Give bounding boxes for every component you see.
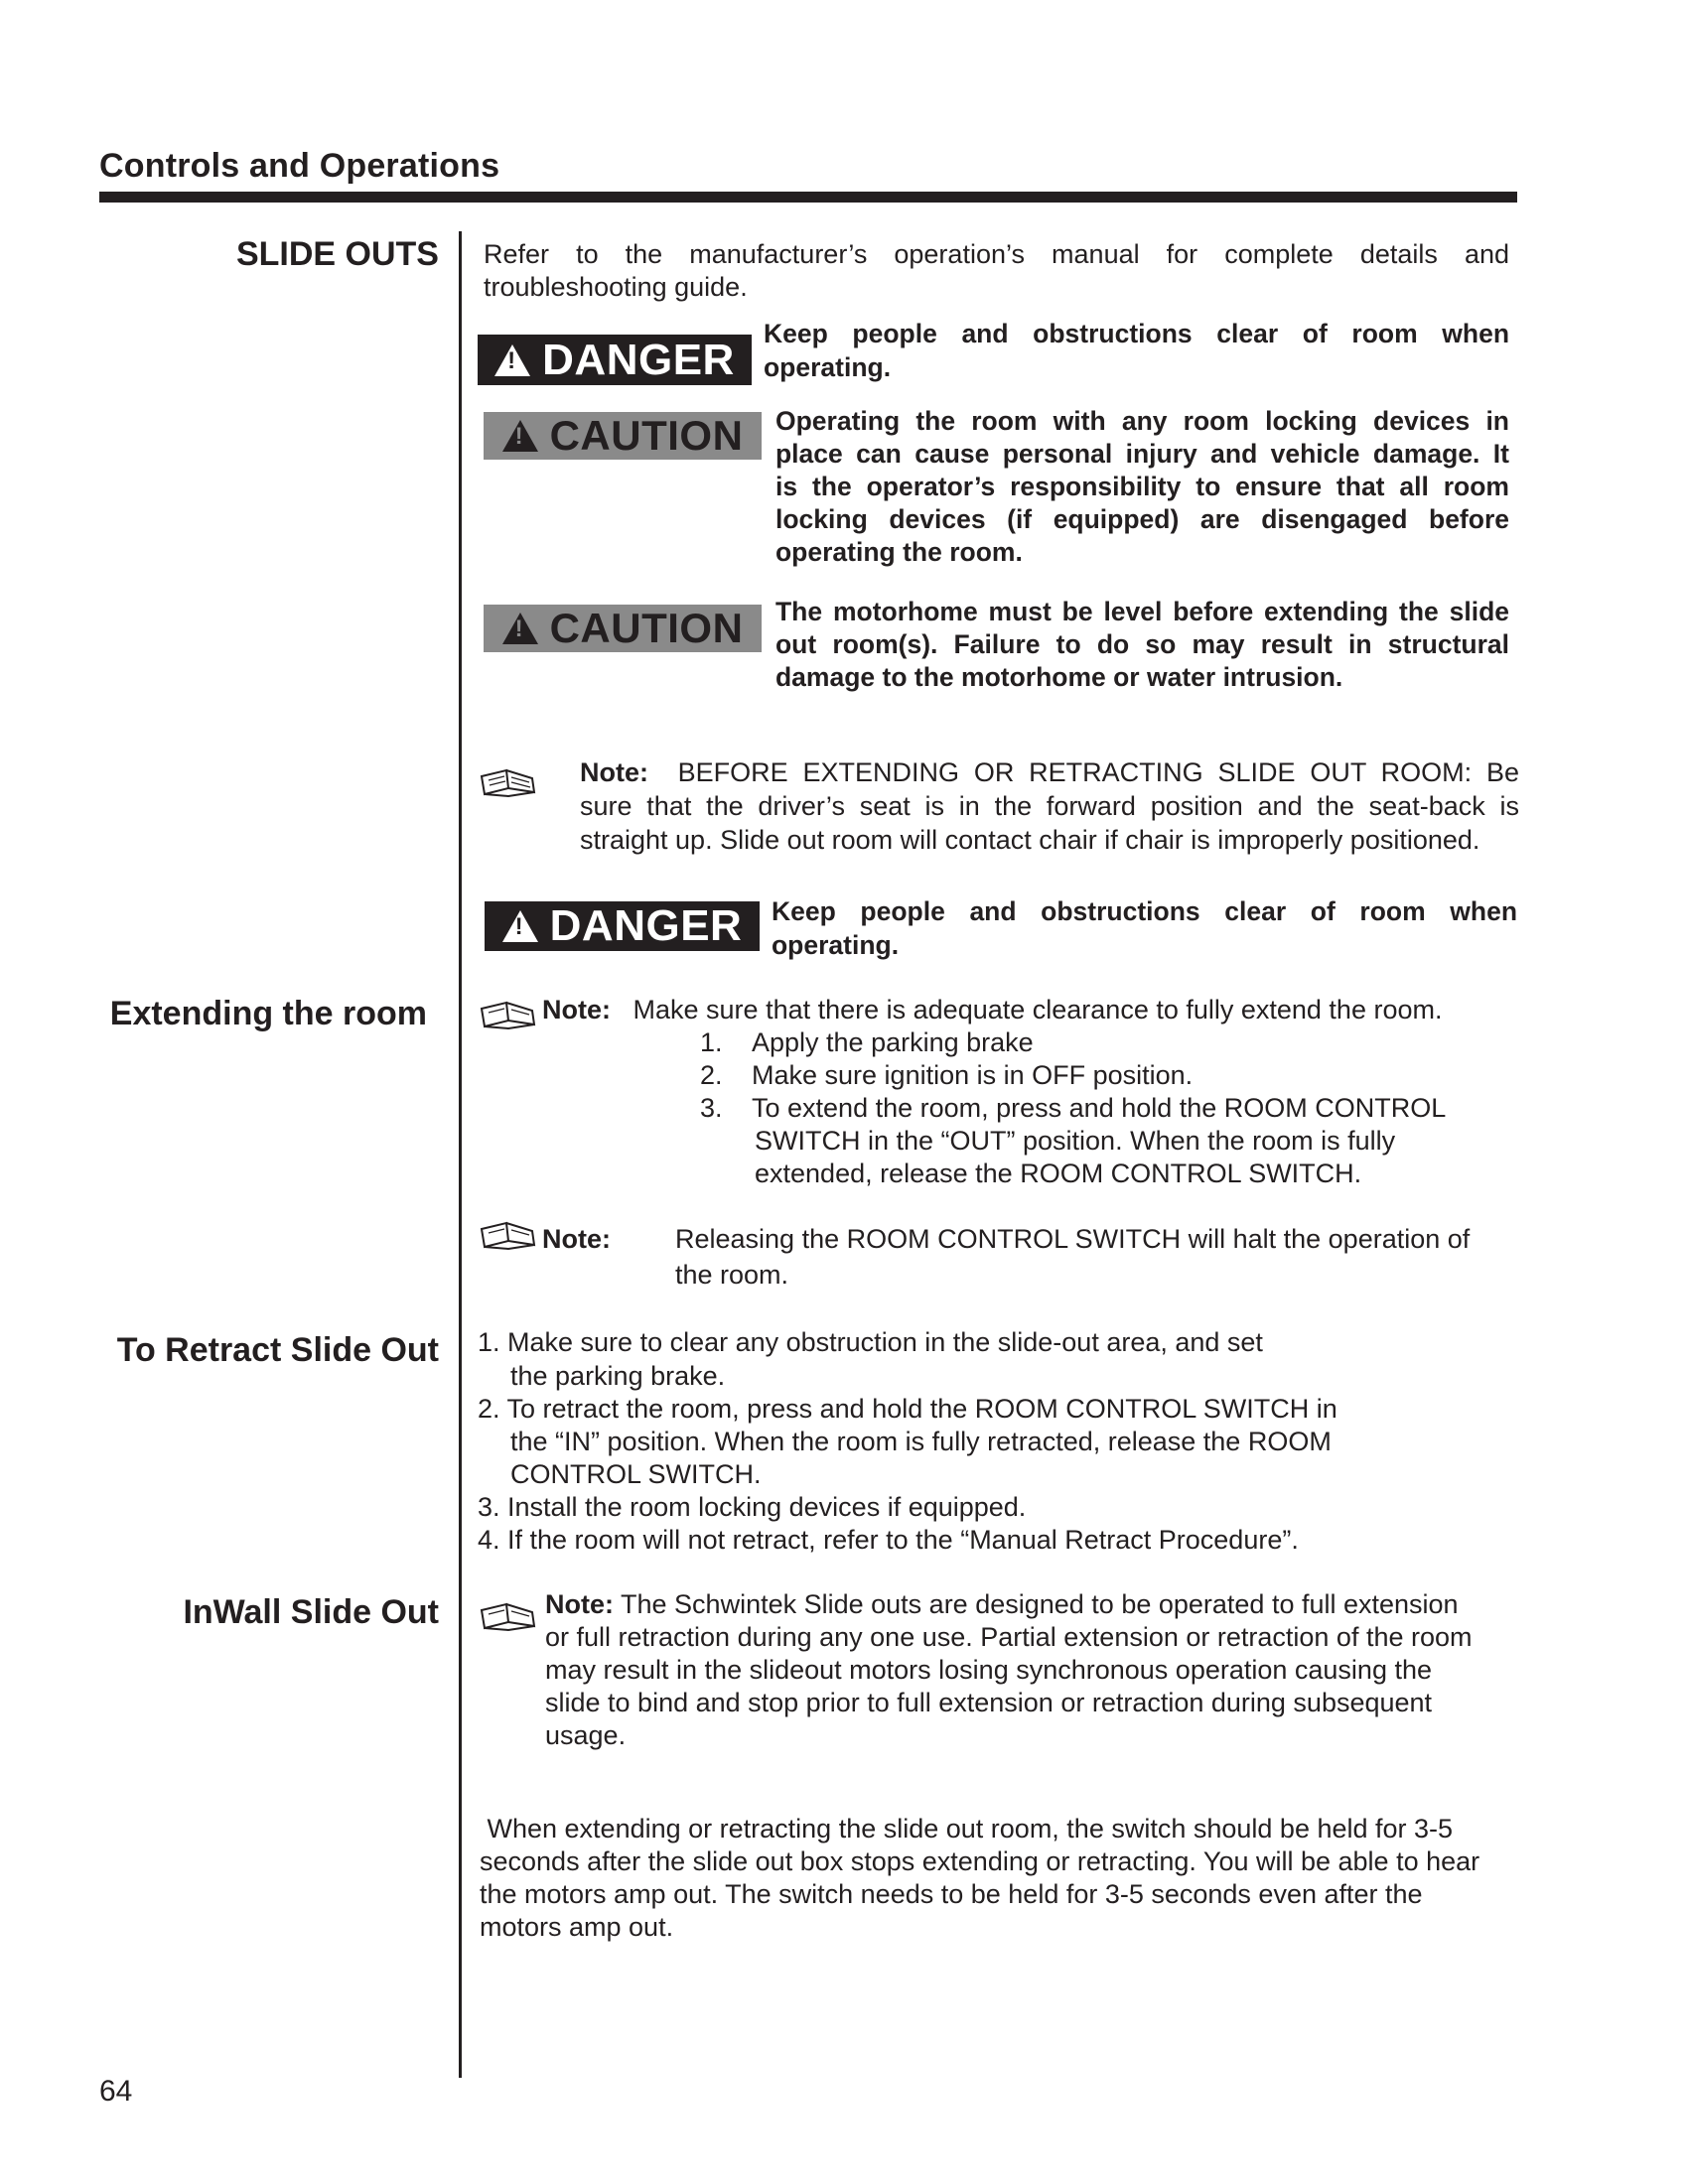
extending-note-text: Make sure that there is adequate clearance to fully extend the room. xyxy=(633,995,1443,1024)
note-1-line-3: straight up. Slide out room will contact chair if chair is improperly positioned. xyxy=(580,825,1480,855)
danger-1-line-2: operating. xyxy=(764,352,892,382)
column-divider xyxy=(459,231,462,2078)
caution-label-text: CAUTION xyxy=(549,605,744,651)
warning-triangle-icon xyxy=(502,420,538,452)
note-1-text: BEFORE EXTENDING OR RETRACTING SLIDE OUT ROOM: Be xyxy=(677,757,1519,787)
extending-note-2-line-1: Releasing the ROOM CONTROL SWITCH will halt the operation of xyxy=(675,1224,1471,1254)
retract-line-5: CONTROL SWITCH. xyxy=(510,1459,762,1489)
note-label: Note: xyxy=(542,995,611,1024)
caution-label-2 xyxy=(484,605,762,652)
retract-line-4: the “IN” position. When the room is fully retracted, release the ROOM xyxy=(510,1427,1332,1456)
caution-2-line-1: The motorhome must be level before extending the slide xyxy=(775,597,1509,626)
open-book-icon xyxy=(479,1219,538,1251)
step-number: 2. xyxy=(700,1060,723,1090)
section-heading-extending: Extending the room xyxy=(109,995,427,1032)
extending-step-3-cont-2: extended, release the ROOM CONTROL SWITCH. xyxy=(755,1159,1362,1188)
extending-step-1 xyxy=(700,1026,1034,1060)
intro-line-1: Refer to the manufacturer’s operation’s manual for complete details and xyxy=(484,239,1509,269)
caution-1-line-3: is the operator’s responsibility to ensure that all room xyxy=(775,472,1509,501)
caution-1-line-2: place can cause personal injury and vehicle damage. It xyxy=(775,439,1509,469)
caution-1-line-5: operating the room. xyxy=(775,537,1023,567)
inwall-para-line-1: When extending or retracting the slide out room, the switch should be held for 3-5 xyxy=(480,1814,1454,1843)
retract-line-2: the parking brake. xyxy=(510,1361,726,1391)
caution-1-line-4: locking devices (if equipped) are disengaged before xyxy=(775,504,1509,534)
step-number: 3. xyxy=(700,1093,723,1123)
extending-step-3 xyxy=(700,1092,1446,1126)
warning-triangle-icon xyxy=(502,613,538,644)
retract-line-1: 1. Make sure to clear any obstruction in the slide-out area, and set xyxy=(478,1327,1263,1357)
step-number: 1. xyxy=(700,1027,723,1057)
danger-label-2 xyxy=(485,901,760,951)
note-1-line-2: sure that the driver’s seat is in the forward position and the seat-back is xyxy=(580,791,1519,821)
note-label: Note: xyxy=(545,1589,614,1619)
retract-line-7: 4. If the room will not retract, refer to the “Manual Retract Procedure”. xyxy=(478,1525,1299,1555)
intro-line-2: troubleshooting guide. xyxy=(484,272,748,302)
extending-step-3-cont-1: SWITCH in the “OUT” position. When the room is fully xyxy=(755,1126,1396,1156)
danger-2-line-2: operating. xyxy=(772,930,900,960)
inwall-note-text: The Schwintek Slide outs are designed to be operated to full extension xyxy=(621,1589,1459,1619)
inwall-note-line-1 xyxy=(545,1588,1459,1622)
caution-label-text: CAUTION xyxy=(549,412,744,459)
inwall-note-line-3: may result in the slideout motors losing synchronous operation causing the xyxy=(545,1655,1432,1685)
danger-label-1 xyxy=(478,335,752,385)
inwall-note-line-4: slide to bind and stop prior to full extension or retraction during subsequent xyxy=(545,1688,1433,1717)
caution-2-line-3: damage to the motorhome or water intrusion. xyxy=(775,662,1343,692)
inwall-para-line-4: motors amp out. xyxy=(480,1912,674,1942)
danger-label-text: DANGER xyxy=(542,335,735,384)
section-heading-slide-outs: SLIDE OUTS xyxy=(235,235,439,273)
danger-1-line-1: Keep people and obstructions clear of room when xyxy=(764,319,1509,348)
step-text: Make sure ignition is in OFF position. xyxy=(752,1060,1194,1090)
step-text: To extend the room, press and hold the ROOM CONTROL xyxy=(752,1093,1447,1123)
extending-note-2-line-2: the room. xyxy=(675,1260,789,1290)
note-1-line-1 xyxy=(580,756,1519,790)
note-label: Note: xyxy=(542,1224,611,1254)
section-heading-retract: To Retract Slide Out xyxy=(116,1331,439,1369)
header-rule xyxy=(99,192,1517,203)
page-number: 64 xyxy=(99,2075,133,2108)
open-book-icon xyxy=(479,766,538,798)
open-book-icon xyxy=(479,999,538,1030)
retract-line-6: 3. Install the room locking devices if equipped. xyxy=(478,1492,1027,1522)
danger-2-line-1: Keep people and obstructions clear of room when xyxy=(772,896,1517,926)
danger-label-text: DANGER xyxy=(549,901,743,950)
open-book-icon xyxy=(479,1600,538,1632)
inwall-note-line-5: usage. xyxy=(545,1720,627,1750)
caution-2-line-2: out room(s). Failure to do so may result in structural xyxy=(775,629,1509,659)
warning-triangle-icon xyxy=(494,344,530,376)
inwall-para-line-3: the motors amp out. The switch needs to be held for 3-5 seconds even after the xyxy=(480,1879,1423,1909)
inwall-para-line-2: seconds after the slide out box stops extending or retracting. You will be able to hear xyxy=(480,1846,1480,1876)
section-heading-inwall: InWall Slide Out xyxy=(183,1593,439,1631)
inwall-note-line-2: or full retraction during any one use. Partial extension or retraction of the room xyxy=(545,1622,1473,1652)
page-title: Controls and Operations xyxy=(99,147,500,185)
step-text: Apply the parking brake xyxy=(752,1027,1034,1057)
extending-step-2 xyxy=(700,1059,1193,1093)
extending-note-line xyxy=(542,994,1443,1027)
note-label: Note: xyxy=(580,757,648,787)
caution-label-1 xyxy=(484,412,762,460)
warning-triangle-icon xyxy=(502,910,538,942)
retract-line-3: 2. To retract the room, press and hold the ROOM CONTROL SWITCH in xyxy=(478,1394,1337,1424)
caution-1-line-1: Operating the room with any room locking devices in xyxy=(775,406,1509,436)
